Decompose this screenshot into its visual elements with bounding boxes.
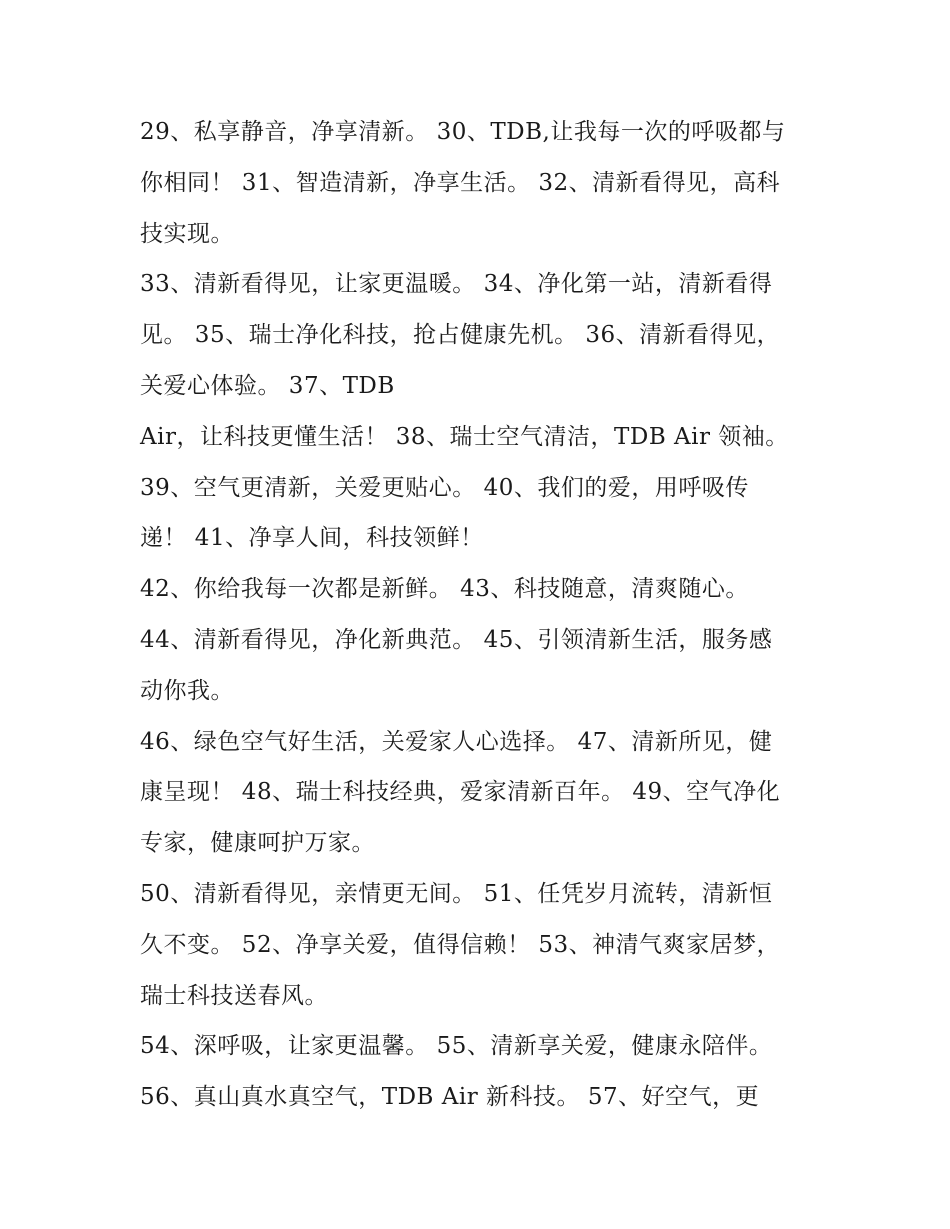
text-line: 39、空气更清新，关爱更贴心。 40、我们的爱，用呼吸传 [140,474,749,501]
text-line: 技实现。 [140,220,234,247]
text-line: Air，让科技更懂生活！ 38、瑞士空气清洁，TDB Air 领袖。 [140,423,789,450]
text-line: 递！ 41、净享人间，科技领鲜！ [140,525,484,552]
text-line: 瑞士科技送春风。 [140,982,328,1009]
text-line: 54、深呼吸，让家更温馨。 55、清新享关爱，健康永陪伴。 [140,1033,773,1060]
slogan-text-block [140,107,820,1123]
text-line: 见。 35、瑞士净化科技，抢占健康先机。 36、清新看得见， [140,322,781,349]
text-line: 你相同！ 31、智造清新，净享生活。 32、清新看得见，高科 [140,169,781,196]
text-line: 50、清新看得见，亲情更无间。 51、任凭岁月流转，清新恒 [140,880,773,907]
text-line: 44、清新看得见，净化新典范。 45、引领清新生活，服务感 [140,626,773,653]
text-line: 29、私享静音，净享清新。 30、TDB,让我每一次的呼吸都与 [140,119,786,145]
text-line: 康呈现！ 48、瑞士科技经典，爱家清新百年。 49、空气净化 [140,779,781,806]
text-line: 动你我。 [140,677,234,704]
text-line: 关爱心体验。 37、TDB [140,372,395,399]
text-line: 久不变。 52、净享关爱，值得信赖！ 53、神清气爽家居梦， [140,931,781,958]
text-line: 56、真山真水真空气，TDB Air 新科技。 57、好空气，更 [140,1084,760,1111]
text-line: 33、清新看得见，让家更温暖。 34、净化第一站，清新看得 [140,271,773,298]
text-line: 46、绿色空气好生活，关爱家人心选择。 47、清新所见，健 [140,728,773,755]
text-line: 42、你给我每一次都是新鲜。 43、科技随意，清爽随心。 [140,576,749,603]
text-line: 专家，健康呵护万家。 [140,830,375,857]
